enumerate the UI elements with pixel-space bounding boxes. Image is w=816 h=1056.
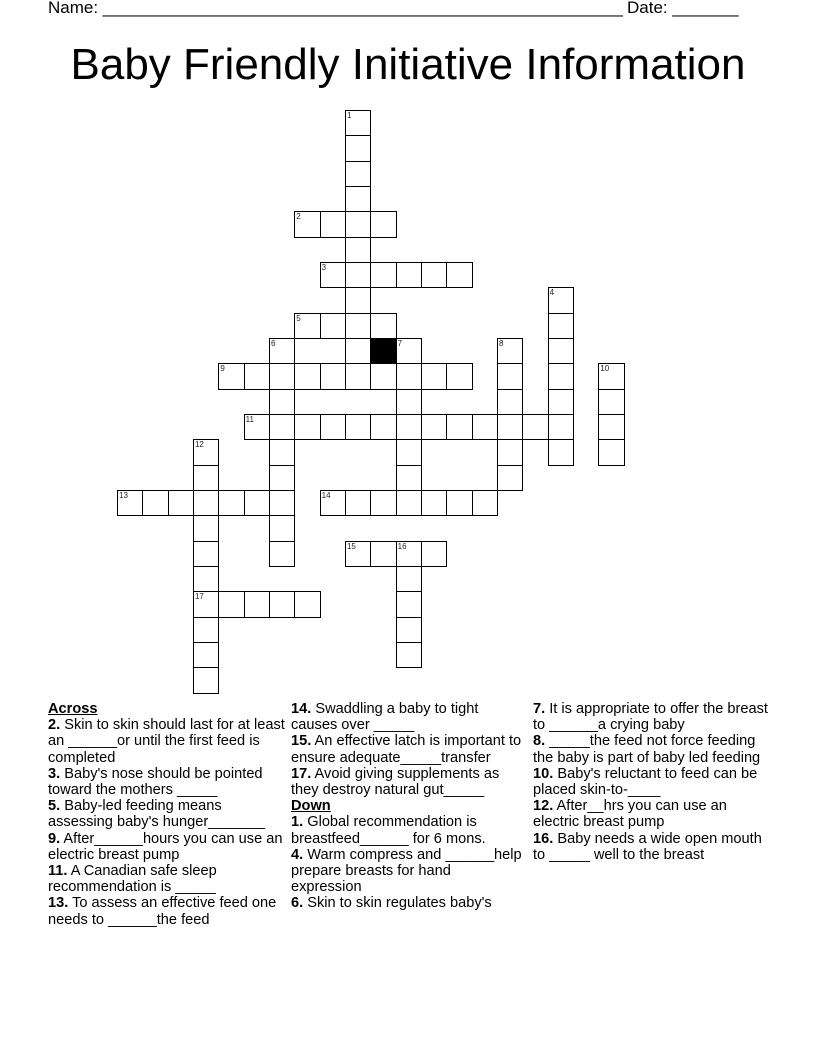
grid-cell[interactable] [396, 465, 422, 491]
grid-cell[interactable] [269, 541, 295, 567]
grid-cell[interactable] [345, 287, 371, 313]
clue-text: Warm compress and ______help prepare breasts for hand expression [291, 846, 522, 896]
grid-cell[interactable] [396, 414, 422, 440]
clues-column-3 [533, 701, 773, 863]
grid-cell[interactable] [218, 490, 244, 516]
clue-across-17 [291, 766, 523, 798]
grid-cell[interactable] [345, 338, 371, 364]
grid-cell[interactable] [193, 490, 219, 516]
clue-across-14 [291, 701, 523, 733]
clue-number: 16. [533, 830, 554, 847]
name-field-label: Name: _______________________________________________________ [48, 0, 623, 17]
grid-cell[interactable] [497, 363, 523, 389]
grid-cell[interactable] [218, 363, 244, 389]
clue-number: 15. [291, 733, 312, 750]
grid-cell[interactable] [244, 363, 270, 389]
grid-cell[interactable] [370, 262, 396, 288]
clue-across-9 [48, 831, 286, 863]
grid-cell[interactable] [598, 389, 624, 415]
grid-cell[interactable] [269, 414, 295, 440]
cell-number: 17 [194, 592, 204, 602]
cell-number: 8 [498, 338, 504, 348]
clue-across-3 [48, 766, 286, 798]
clue-down-6 [291, 895, 523, 911]
grid-cell[interactable] [396, 541, 422, 567]
cell-number: 13 [119, 490, 128, 500]
grid-cell[interactable] [320, 211, 346, 237]
grid-cell[interactable] [396, 591, 422, 617]
grid-cell[interactable] [218, 591, 244, 617]
grid-cell[interactable] [446, 363, 472, 389]
clue-down-16 [533, 831, 773, 863]
clue-number: 14. [291, 701, 312, 717]
grid-cell[interactable] [370, 211, 396, 237]
grid-cell[interactable] [421, 414, 447, 440]
grid-cell[interactable] [396, 642, 422, 668]
grid-cell[interactable] [345, 135, 371, 161]
grid-cell[interactable] [548, 338, 574, 364]
grid-cell[interactable] [320, 313, 346, 339]
grid-cell[interactable] [345, 541, 371, 567]
grid-cell[interactable] [370, 363, 396, 389]
grid-cell[interactable] [548, 414, 574, 440]
grid-cell[interactable] [396, 262, 422, 288]
clue-number: 6. [291, 895, 304, 912]
date-field-label: Date: _______ [627, 0, 739, 17]
clue-text: Baby's reluctant to feed can be placed skin-to-____ [533, 765, 758, 799]
clues-column-1 [48, 701, 286, 928]
clue-text: To assess an effective feed one needs to ______the feed [48, 895, 277, 928]
cell-number: 11 [245, 414, 254, 424]
cell-number: 6 [270, 338, 276, 348]
grid-cell[interactable] [598, 439, 624, 465]
cell-number: 10 [600, 364, 610, 374]
grid-cell[interactable] [142, 490, 168, 516]
clue-across-11 [48, 863, 286, 895]
clue-text: _____the feed not force feeding the baby is part of baby led feeding [533, 733, 761, 766]
clue-text: Skin to skin should last for at least an ______or until the first feed is completed [48, 717, 285, 766]
clue-number: 10. [533, 765, 554, 782]
grid-cell[interactable] [472, 414, 498, 440]
grid-cell[interactable] [548, 389, 574, 415]
grid-cell[interactable] [269, 439, 295, 465]
grid-cell[interactable] [396, 338, 422, 364]
grid-cell[interactable] [193, 465, 219, 491]
down-heading: Down [291, 798, 331, 815]
grid-cell[interactable] [598, 363, 624, 389]
grid-cell[interactable] [320, 414, 346, 440]
clue-text: Skin to skin regulates baby's [303, 895, 492, 912]
cell-number: 12 [194, 440, 204, 450]
grid-cell[interactable] [370, 541, 396, 567]
grid-cell[interactable] [345, 237, 371, 263]
grid-cell[interactable] [269, 363, 295, 389]
grid-cell[interactable] [370, 414, 396, 440]
clue-across-2 [48, 717, 286, 766]
grid-cell[interactable] [193, 541, 219, 567]
grid-cell[interactable] [345, 313, 371, 339]
across-heading: Across [48, 701, 98, 717]
clue-number: 1. [291, 814, 304, 831]
grid-cell[interactable] [396, 490, 422, 516]
grid-cell[interactable] [320, 490, 346, 516]
cell-number: 3 [321, 262, 327, 272]
clue-number: 11. [48, 863, 68, 880]
black-cell [370, 338, 396, 364]
grid-cell[interactable] [548, 287, 574, 313]
clue-number: 9. [48, 830, 61, 847]
grid-cell[interactable] [244, 591, 270, 617]
grid-cell[interactable] [269, 338, 295, 364]
grid-cell[interactable] [269, 490, 295, 516]
grid-cell[interactable] [497, 439, 523, 465]
cell-number: 9 [220, 364, 225, 374]
grid-cell[interactable] [421, 262, 447, 288]
grid-cell[interactable] [193, 617, 219, 643]
clue-number: 3. [48, 765, 61, 782]
grid-cell[interactable] [269, 515, 295, 541]
cell-number: 1 [346, 111, 352, 120]
clue-across-5 [48, 798, 286, 830]
grid-cell[interactable] [396, 389, 422, 415]
grid-cell[interactable] [497, 414, 523, 440]
grid-cell[interactable] [269, 389, 295, 415]
cell-number: 15 [346, 541, 356, 551]
grid-cell[interactable] [497, 465, 523, 491]
grid-cell[interactable] [345, 161, 371, 187]
grid-cell[interactable] [522, 414, 548, 440]
cell-number: 2 [296, 212, 301, 222]
grid-cell[interactable] [396, 439, 422, 465]
grid-cell[interactable] [548, 439, 574, 465]
grid-cell[interactable] [370, 313, 396, 339]
clue-text: After__hrs you can use an electric breast pump [533, 798, 727, 831]
grid-cell[interactable] [472, 490, 498, 516]
grid-cell[interactable] [421, 363, 447, 389]
clue-number: 17. [291, 765, 312, 782]
grid-cell[interactable] [269, 465, 295, 491]
clue-text: Baby-led feeding means assessing baby's hunger_______ [48, 798, 265, 831]
grid-cell[interactable] [294, 591, 320, 617]
clue-number: 2. [48, 717, 61, 734]
clue-number: 12. [533, 798, 554, 815]
grid-cell[interactable] [497, 389, 523, 415]
clue-text: Baby's nose should be pointed toward the mothers _____ [48, 765, 263, 799]
cell-number: 7 [397, 338, 403, 348]
grid-cell[interactable] [193, 439, 219, 465]
grid-cell[interactable] [193, 642, 219, 668]
grid-cell[interactable] [396, 363, 422, 389]
grid-cell[interactable] [320, 363, 346, 389]
grid-cell[interactable] [294, 363, 320, 389]
grid-cell[interactable] [598, 414, 624, 440]
grid-cell[interactable] [244, 414, 270, 440]
grid-cell[interactable] [345, 110, 371, 136]
grid-cell[interactable] [294, 211, 320, 237]
cell-number: 16 [397, 541, 407, 551]
clue-number: 8. [533, 733, 546, 750]
clue-number: 7. [533, 701, 546, 717]
grid-cell[interactable] [370, 490, 396, 516]
grid-cell[interactable] [117, 490, 143, 516]
grid-cell[interactable] [396, 566, 422, 592]
grid-cell[interactable] [193, 591, 219, 617]
grid-cell[interactable] [193, 667, 219, 693]
clue-down-8 [533, 733, 773, 765]
grid-cell[interactable] [244, 490, 270, 516]
page-title: Baby Friendly Initiative Information [70, 40, 746, 89]
grid-cell[interactable] [269, 591, 295, 617]
grid-cell[interactable] [497, 338, 523, 364]
grid-cell[interactable] [396, 617, 422, 643]
grid-cell[interactable] [345, 262, 371, 288]
clue-down-4 [291, 847, 523, 896]
cell-number: 5 [296, 313, 301, 323]
grid-cell[interactable] [548, 313, 574, 339]
grid-cell[interactable] [548, 363, 574, 389]
grid-cell[interactable] [294, 313, 320, 339]
grid-cell[interactable] [446, 414, 472, 440]
grid-cell[interactable] [345, 363, 371, 389]
grid-cell[interactable] [193, 515, 219, 541]
clue-text: After______hours you can use an electric breast pump [48, 830, 283, 863]
clue-number: 13. [48, 895, 69, 912]
clue-number: 4. [291, 846, 304, 863]
clue-down-10 [533, 766, 773, 798]
grid-cell[interactable] [168, 490, 194, 516]
cell-number: 4 [549, 288, 555, 298]
grid-cell[interactable] [446, 490, 472, 516]
clue-text: A Canadian safe sleep recommendation is _____ [48, 863, 217, 896]
clues-column-2 [291, 701, 523, 912]
clue-text: Swaddling a baby to tight causes over _____ [291, 701, 479, 734]
grid-cell[interactable] [320, 262, 346, 288]
clue-text: An effective latch is important to ensure adequate_____transfer [291, 733, 522, 766]
clue-text: Global recommendation is breastfeed______ for 6 mons. [291, 814, 486, 847]
grid-cell[interactable] [345, 186, 371, 212]
grid-cell[interactable] [421, 490, 447, 516]
clue-down-12 [533, 798, 773, 830]
clue-down-1 [291, 814, 523, 846]
clue-across-13 [48, 895, 286, 927]
cell-number: 14 [321, 490, 331, 500]
grid-cell[interactable] [421, 541, 447, 567]
clue-number: 5. [48, 798, 61, 815]
clue-text: Baby needs a wide open mouth to _____ well to the breast [533, 830, 762, 863]
grid-cell[interactable] [446, 262, 472, 288]
grid-cell[interactable] [345, 414, 371, 440]
clue-text: It is appropriate to offer the breast to ______a crying baby [533, 701, 768, 734]
grid-cell[interactable] [294, 414, 320, 440]
clue-text: Avoid giving supplements as they destroy natural gut_____ [291, 765, 500, 799]
grid-cell[interactable] [193, 566, 219, 592]
clue-down-7 [533, 701, 773, 733]
grid-cell[interactable] [345, 490, 371, 516]
grid-cell[interactable] [345, 211, 371, 237]
clue-across-15 [291, 733, 523, 765]
